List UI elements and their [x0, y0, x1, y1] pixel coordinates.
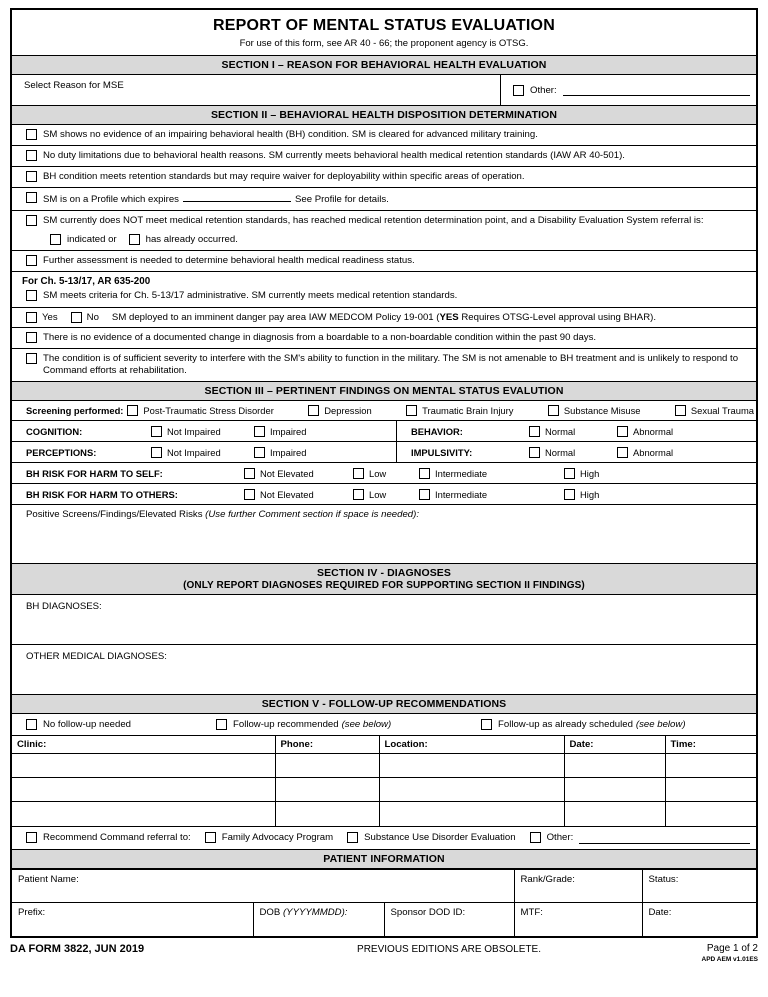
severity-checkbox[interactable] — [26, 353, 37, 364]
form-id-label: DA FORM 3822, JUN 2019 — [10, 942, 145, 955]
followup-table-row — [12, 754, 756, 778]
impulsivity-option-normal[interactable] — [529, 447, 617, 458]
followup-cell-location[interactable] — [379, 802, 564, 826]
screening-performed-label: Screening performed: — [26, 405, 124, 416]
followup-header-location: Location: — [379, 736, 564, 754]
ch-criteria-label: SM meets criteria for Ch. 5-13/17 administrative. SM currently meets medical retention standards. — [43, 290, 458, 301]
followup-recommended-checkbox[interactable] — [216, 719, 227, 730]
patient-info-row-1 — [12, 869, 756, 902]
perceptions-impaired-checkbox[interactable] — [254, 447, 265, 458]
command-referral-row — [12, 826, 756, 850]
followup-cell-location[interactable] — [379, 778, 564, 802]
no-documented-change-option[interactable] — [12, 328, 756, 348]
profile-see-details-label: See Profile for details. — [294, 194, 389, 205]
des-indicated-label: indicated or — [67, 234, 117, 245]
disposition-no-evidence-label: SM shows no evidence of an impairing behavioral health (BH) condition. SM is cleared for advanced military training. — [43, 129, 538, 140]
des-already-occurred-checkbox[interactable] — [129, 234, 140, 245]
impulsivity-abnormal-label: Abnormal — [633, 446, 674, 458]
perceptions-not-impaired-label: Not Impaired — [167, 446, 221, 458]
screening-tbi-checkbox[interactable] — [406, 405, 417, 416]
behavior-option-normal[interactable] — [529, 426, 617, 437]
positive-screens-label: Positive Screens/Findings/Elevated Risks — [26, 509, 203, 520]
followup-cell-time[interactable] — [665, 754, 756, 778]
dob-field[interactable] — [253, 903, 384, 936]
risk-others-not-elevated-label: Not Elevated — [260, 488, 314, 500]
screening-option-sexual-trauma[interactable] — [675, 405, 754, 416]
risk-self-high-label: High — [580, 467, 600, 479]
apd-version-label: APD AEM v1.01ES — [701, 955, 758, 963]
risk-self-low-label: Low — [369, 467, 387, 479]
disposition-further-assessment-label: Further assessment is needed to determine behavioral health medical readiness status. — [43, 255, 415, 266]
behavior-label: BEHAVIOR: — [411, 425, 463, 437]
screening-option-tbi[interactable] — [406, 405, 513, 416]
cognition-option-not-impaired[interactable] — [151, 426, 254, 437]
screening-option-substance-misuse[interactable] — [548, 405, 641, 416]
risk-self-intermediate-checkbox[interactable] — [419, 468, 430, 479]
behavior-normal-checkbox[interactable] — [529, 426, 540, 437]
command-referral-label: Recommend Command referral to: — [43, 832, 191, 843]
disposition-not-meet-checkbox[interactable] — [26, 215, 37, 226]
screening-option-depression[interactable] — [308, 405, 371, 416]
referral-sudc-checkbox[interactable] — [347, 832, 358, 843]
form-subtitle: For use of this form, see AR 40 - 66; the proponent agency is OTSG. — [239, 38, 529, 49]
disposition-not-meet-label: SM currently does NOT meet medical retention standards, has reached medical retention determination point, and a Disability Evaluation System referral is: — [43, 215, 704, 226]
cognition-behavior-row — [12, 421, 756, 442]
disposition-option-no-evidence[interactable] — [12, 125, 756, 145]
no-documented-change-checkbox[interactable] — [26, 332, 37, 343]
command-referral-group[interactable] — [26, 832, 191, 843]
cognition-not-impaired-label: Not Impaired — [167, 425, 221, 437]
risk-others-high-label: High — [580, 488, 600, 500]
cognition-impaired-label: Impaired — [270, 425, 307, 437]
risk-others-intermediate-label: Intermediate — [435, 488, 488, 500]
behavior-option-abnormal[interactable] — [617, 426, 673, 437]
referral-fap-label: Family Advocacy Program — [221, 832, 334, 843]
impulsivity-normal-checkbox[interactable] — [529, 447, 540, 458]
patient-info-row-2 — [12, 903, 756, 936]
screening-depression-label: Depression — [324, 405, 372, 416]
risk-self-not-elevated-label: Not Elevated — [260, 467, 314, 479]
select-reason-label: Select Reason for MSE — [12, 75, 501, 105]
followup-option-scheduled[interactable] — [481, 719, 686, 730]
disposition-waiver-checkbox[interactable] — [26, 171, 37, 182]
screening-tbi-label: Traumatic Brain Injury — [422, 405, 514, 416]
risk-harm-self-label: BH RISK FOR HARM TO SELF: — [26, 467, 163, 479]
risk-others-intermediate-checkbox[interactable] — [419, 489, 430, 500]
risk-others-option-high[interactable] — [564, 489, 599, 500]
deployed-statement — [112, 312, 656, 323]
followup-header-time: Time: — [665, 736, 756, 754]
cognition-option-impaired[interactable] — [254, 426, 306, 437]
followup-table-row — [12, 802, 756, 826]
perceptions-group — [12, 442, 397, 462]
disposition-waiver-label: BH condition meets retention standards but may require waiver for deployability within specific areas of operation. — [43, 171, 525, 182]
other-medical-diagnoses-label: OTHER MEDICAL DIAGNOSES: — [26, 651, 167, 662]
risk-others-high-checkbox[interactable] — [564, 489, 575, 500]
section-1-other-group — [501, 75, 756, 105]
followup-recommended-hint: (see below) — [341, 719, 392, 730]
followup-cell-phone[interactable] — [275, 802, 379, 826]
risk-harm-others-label: BH RISK FOR HARM TO OTHERS: — [26, 488, 178, 500]
section-2-further-assessment-row — [12, 251, 756, 272]
positive-screens-hint: (Use further Comment section if space is needed): — [205, 509, 419, 520]
referral-option-fap[interactable] — [205, 832, 333, 843]
ch-subheading: For Ch. 5-13/17, AR 635-200 — [22, 276, 151, 287]
cognition-label: COGNITION: — [26, 425, 83, 437]
followup-none-label: No follow-up needed — [43, 719, 132, 730]
perceptions-not-impaired-checkbox[interactable] — [151, 447, 162, 458]
screening-performed-row — [12, 401, 756, 421]
impulsivity-group — [397, 442, 756, 462]
followup-none-checkbox[interactable] — [26, 719, 37, 730]
patient-name-field[interactable]: Patient Name: — [12, 869, 514, 902]
disposition-profile-text — [43, 192, 752, 206]
page-number-label: Page 1 of 2 — [706, 942, 758, 954]
risk-harm-others-row — [12, 484, 756, 505]
screening-sexual-trauma-checkbox[interactable] — [675, 405, 686, 416]
followup-options-row — [12, 714, 756, 736]
sponsor-dod-id-field[interactable]: Sponsor DOD ID: — [384, 903, 514, 936]
section-1-row — [12, 75, 756, 106]
ch-criteria-option[interactable] — [12, 289, 756, 307]
followup-cell-clinic[interactable] — [12, 778, 275, 802]
referral-option-other[interactable] — [530, 832, 750, 844]
des-referral-options — [12, 231, 756, 250]
followup-table — [12, 736, 756, 826]
impulsivity-label: IMPULSIVITY: — [411, 446, 473, 458]
deployed-no-checkbox[interactable] — [71, 312, 82, 323]
disposition-no-duty-limits-label: No duty limitations due to behavioral health reasons. SM currently meets behavioral health medical retention standards (IAW AR 40-501). — [43, 150, 625, 161]
section-2-heading: SECTION II – BEHAVIORAL HEALTH DISPOSITION DETERMINATION — [12, 106, 756, 125]
previous-editions-label: PREVIOUS EDITIONS ARE OBSOLETE. — [357, 943, 541, 955]
da-form-3822 — [10, 8, 758, 938]
referral-option-sudc[interactable] — [347, 832, 515, 843]
screening-option-ptsd[interactable] — [127, 405, 273, 416]
cognition-group — [12, 421, 397, 441]
perceptions-impulsivity-row — [12, 442, 756, 463]
deployed-yes-no-group — [12, 308, 756, 327]
risk-others-option-not-elevated[interactable] — [244, 489, 353, 500]
patient-information-heading: PATIENT INFORMATION — [12, 850, 756, 869]
risk-self-option-low[interactable] — [353, 468, 419, 479]
disposition-option-profile[interactable] — [12, 188, 756, 210]
ch-criteria-checkbox[interactable] — [26, 290, 37, 301]
prefix-field[interactable]: Prefix: — [12, 903, 253, 936]
followup-cell-clinic[interactable] — [12, 754, 275, 778]
dob-label: DOB — [259, 907, 281, 918]
referral-sudc-label: Substance Use Disorder Evaluation — [364, 832, 516, 843]
followup-option-none[interactable] — [26, 719, 216, 730]
mtf-field[interactable]: MTF: — [514, 903, 642, 936]
positive-screens-block[interactable] — [12, 505, 756, 564]
impulsivity-option-abnormal[interactable] — [617, 447, 673, 458]
other-medical-diagnoses-block[interactable] — [12, 645, 756, 695]
followup-cell-phone[interactable] — [275, 754, 379, 778]
section-2-item-2-row — [12, 146, 756, 167]
section-4-title: SECTION IV - DIAGNOSES — [316, 567, 452, 579]
followup-header-phone: Phone: — [275, 736, 379, 754]
section-4-subtitle: (ONLY REPORT DIAGNOSES REQUIRED FOR SUPPORTING SECTION II FINDINGS) — [183, 580, 585, 591]
behavior-abnormal-checkbox[interactable] — [617, 426, 628, 437]
followup-recommended-label: Follow-up recommended — [233, 719, 339, 730]
referral-other-input[interactable] — [579, 832, 750, 844]
followup-option-recommended[interactable] — [216, 719, 481, 730]
perceptions-label: PERCEPTIONS: — [26, 446, 97, 458]
severity-option[interactable] — [12, 349, 756, 381]
deployed-statement-yes-bold: YES — [439, 312, 459, 323]
followup-table-header-row — [12, 736, 756, 754]
perceptions-impaired-label: Impaired — [270, 446, 307, 458]
screening-depression-checkbox[interactable] — [308, 405, 319, 416]
risk-others-option-intermediate[interactable] — [419, 489, 564, 500]
form-title-block — [12, 10, 756, 56]
cognition-impaired-checkbox[interactable] — [254, 426, 265, 437]
profile-expires-input[interactable] — [183, 192, 291, 202]
deployed-statement-pre: SM deployed to an imminent danger pay area IAW MEDCOM Policy 19-001 ( — [111, 312, 440, 323]
impulsivity-normal-label: Normal — [545, 446, 576, 458]
impulsivity-abnormal-checkbox[interactable] — [617, 447, 628, 458]
form-footer — [10, 943, 758, 969]
followup-cell-time[interactable] — [665, 802, 756, 826]
other-reason-label: Other: — [530, 84, 557, 96]
screening-ptsd-label: Post-Traumatic Stress Disorder — [143, 405, 274, 416]
section-2-item-3-row — [12, 167, 756, 188]
risk-self-high-checkbox[interactable] — [564, 468, 575, 479]
followup-cell-phone[interactable] — [275, 778, 379, 802]
disposition-further-assessment-checkbox[interactable] — [26, 255, 37, 266]
other-reason-checkbox[interactable] — [513, 85, 524, 96]
section-3-heading: SECTION III – PERTINENT FINDINGS ON MENTAL STATUS EVALUTION — [12, 382, 756, 401]
disposition-profile-checkbox[interactable] — [26, 192, 37, 203]
des-already-occurred-label: has already occurred. — [145, 234, 238, 245]
section-2-item-1-row — [12, 125, 756, 146]
severity-label: The condition is of sufficient severity to interfere with the SM's ability to function in the military. The SM is not amenable to BH treatment and is unlikely to respond to Command efforts at rehabilitation. — [43, 353, 739, 376]
section-2-not-meet-row — [12, 211, 756, 251]
page-number-block — [638, 943, 758, 963]
rank-grade-field[interactable]: Rank/Grade: — [514, 869, 642, 902]
risk-others-not-elevated-checkbox[interactable] — [244, 489, 255, 500]
perceptions-option-not-impaired[interactable] — [151, 447, 254, 458]
followup-header-clinic: Clinic: — [12, 736, 275, 754]
followup-cell-location[interactable] — [379, 754, 564, 778]
cognition-not-impaired-checkbox[interactable] — [151, 426, 162, 437]
des-indicated-checkbox[interactable] — [50, 234, 61, 245]
followup-cell-clinic[interactable] — [12, 802, 275, 826]
dob-format-hint: (YYYYMMDD): — [282, 907, 348, 918]
screening-substance-misuse-checkbox[interactable] — [548, 405, 559, 416]
risk-others-low-checkbox[interactable] — [353, 489, 364, 500]
section-5-heading: SECTION V - FOLLOW-UP RECOMMENDATIONS — [12, 695, 756, 714]
behavior-normal-label: Normal — [545, 425, 576, 437]
referral-other-label: Other: — [546, 832, 574, 843]
deployed-yes-label: Yes — [42, 312, 58, 323]
followup-scheduled-hint: (see below) — [635, 719, 686, 730]
behavior-group — [397, 421, 756, 441]
followup-scheduled-label: Follow-up as already scheduled — [498, 719, 633, 730]
deployed-no-label: No — [86, 312, 99, 323]
profile-expires-label: SM is on a Profile which expires — [43, 194, 179, 205]
date-field[interactable]: Date: — [642, 903, 756, 936]
other-reason-input[interactable] — [563, 84, 750, 96]
screening-sexual-trauma-label: Sexual Trauma — [690, 405, 754, 416]
risk-self-option-not-elevated[interactable] — [244, 468, 353, 479]
patient-information-table — [12, 869, 756, 903]
bh-diagnoses-block[interactable] — [12, 595, 756, 645]
section-1-heading: SECTION I – REASON FOR BEHAVIORAL HEALTH EVALUATION — [12, 56, 756, 75]
followup-cell-date[interactable] — [564, 754, 665, 778]
disposition-no-duty-limits-checkbox[interactable] — [26, 150, 37, 161]
section-2-no-change-row — [12, 328, 756, 349]
followup-cell-date[interactable] — [564, 778, 665, 802]
disposition-no-evidence-checkbox[interactable] — [26, 129, 37, 140]
risk-others-option-low[interactable] — [353, 489, 419, 500]
disposition-option-no-duty-limits[interactable] — [12, 146, 756, 166]
status-field[interactable]: Status: — [642, 869, 756, 902]
disposition-option-not-meet-standards[interactable] — [12, 211, 756, 231]
section-2-ch-group — [12, 272, 756, 308]
risk-others-low-label: Low — [369, 488, 387, 500]
referral-other-checkbox[interactable] — [530, 832, 541, 843]
deployed-statement-post: Requires OTSG-Level approval using BHAR). — [458, 312, 656, 323]
followup-scheduled-checkbox[interactable] — [481, 719, 492, 730]
risk-self-option-intermediate[interactable] — [419, 468, 564, 479]
section-2-profile-row — [12, 188, 756, 211]
perceptions-option-impaired[interactable] — [254, 447, 306, 458]
risk-self-option-high[interactable] — [564, 468, 599, 479]
risk-self-not-elevated-checkbox[interactable] — [244, 468, 255, 479]
behavior-abnormal-label: Abnormal — [633, 425, 674, 437]
risk-harm-self-row — [12, 463, 756, 484]
followup-table-row — [12, 778, 756, 802]
form-title: REPORT OF MENTAL STATUS EVALUATION — [213, 17, 555, 34]
followup-header-date: Date: — [564, 736, 665, 754]
followup-cell-date[interactable] — [564, 802, 665, 826]
screening-ptsd-checkbox[interactable] — [127, 405, 138, 416]
section-2-severity-row — [12, 349, 756, 382]
referral-fap-checkbox[interactable] — [205, 832, 216, 843]
section-2-deployed-row — [12, 308, 756, 328]
patient-identifiers-table — [12, 902, 756, 936]
deployed-yes-checkbox[interactable] — [26, 312, 37, 323]
disposition-option-further-assessment[interactable] — [12, 251, 756, 271]
section-4-heading — [12, 564, 756, 595]
disposition-option-waiver[interactable] — [12, 167, 756, 187]
risk-self-intermediate-label: Intermediate — [435, 467, 488, 479]
screening-substance-misuse-label: Substance Misuse — [563, 405, 641, 416]
followup-cell-time[interactable] — [665, 778, 756, 802]
bh-diagnoses-label: BH DIAGNOSES: — [26, 601, 102, 612]
command-referral-checkbox[interactable] — [26, 832, 37, 843]
no-documented-change-label: There is no evidence of a documented change in diagnosis from a boardable to a non-boardable condition within the past 90 days. — [43, 332, 597, 343]
risk-self-low-checkbox[interactable] — [353, 468, 364, 479]
